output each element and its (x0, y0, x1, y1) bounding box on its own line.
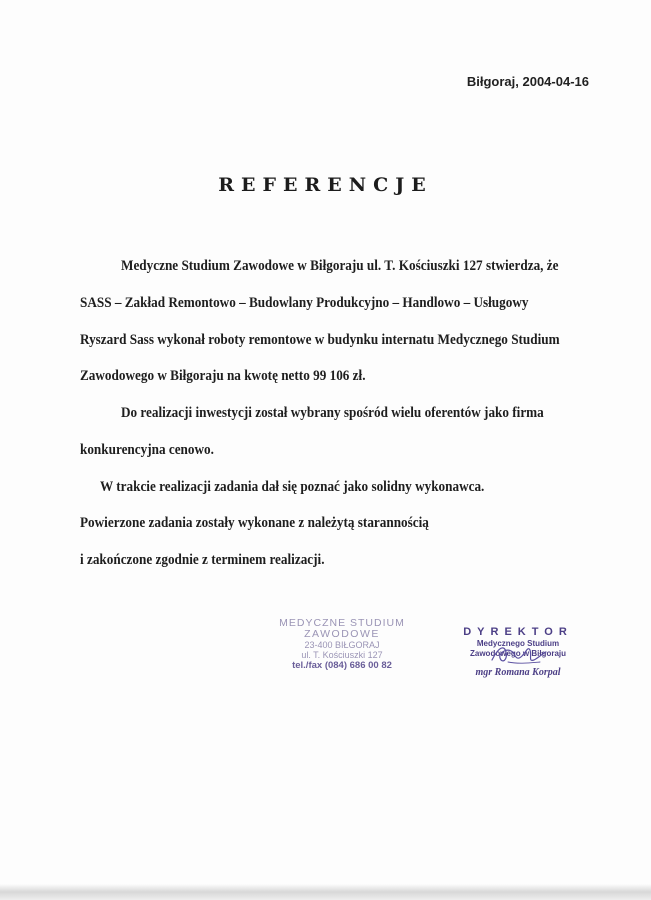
body-line-2: SASS – Zakład Remontowo – Budowlany Produkcyjno – Handlowo – Usługowy (80, 295, 529, 311)
director-stamp-line-2: Medycznego Studium (476, 639, 560, 648)
body-line-9: i zakończone zgodnie z terminem realizacji. (80, 552, 325, 568)
body-line-8: Powierzone zadania zostały wykonane z należytą starannością (80, 515, 429, 531)
document-title: REFERENCJE (218, 174, 433, 196)
director-stamp-line-4: mgr Romana Korpal (475, 667, 561, 678)
director-stamp-line-3: Zawodowego w Biłgoraju (470, 649, 566, 658)
body-line-5: Do realizacji inwestycji został wybrany spośród wielu oferentów jako firma (121, 405, 544, 421)
director-stamp-line-1: DYREKTOR (463, 626, 573, 638)
document-date: Biłgoraj, 2004-04-16 (466, 74, 589, 89)
body-line-7: W trakcie realizacji zadania dał się poznać jako solidny wykonawca. (100, 479, 485, 495)
handwritten-signature (488, 640, 548, 668)
body-line-1: Medyczne Studium Zawodowe w Biłgoraju ul. T. Kościuszki 127 stwierdza, że (121, 258, 559, 274)
school-stamp-line-5: tel./fax (084) 686 00 82 (292, 660, 392, 671)
body-line-6: konkurencyjna cenowo. (80, 442, 214, 458)
school-stamp-line-2: ZAWODOWE (304, 628, 380, 640)
body-line-3: Ryszard Sass wykonał roboty remontowe w budynku internatu Medycznego Studium (80, 332, 560, 348)
scan-bottom-edge (0, 884, 651, 900)
school-stamp-line-1: MEDYCZNE STUDIUM (279, 617, 405, 629)
school-stamp-line-4: ul. T. Kościuszki 127 (301, 650, 383, 660)
school-stamp (272, 618, 412, 671)
school-stamp-line-3: 23-400 BIŁGORAJ (304, 640, 380, 650)
body-line-4: Zawodowego w Biłgoraju na kwotę netto 99 106 zł. (80, 368, 366, 384)
